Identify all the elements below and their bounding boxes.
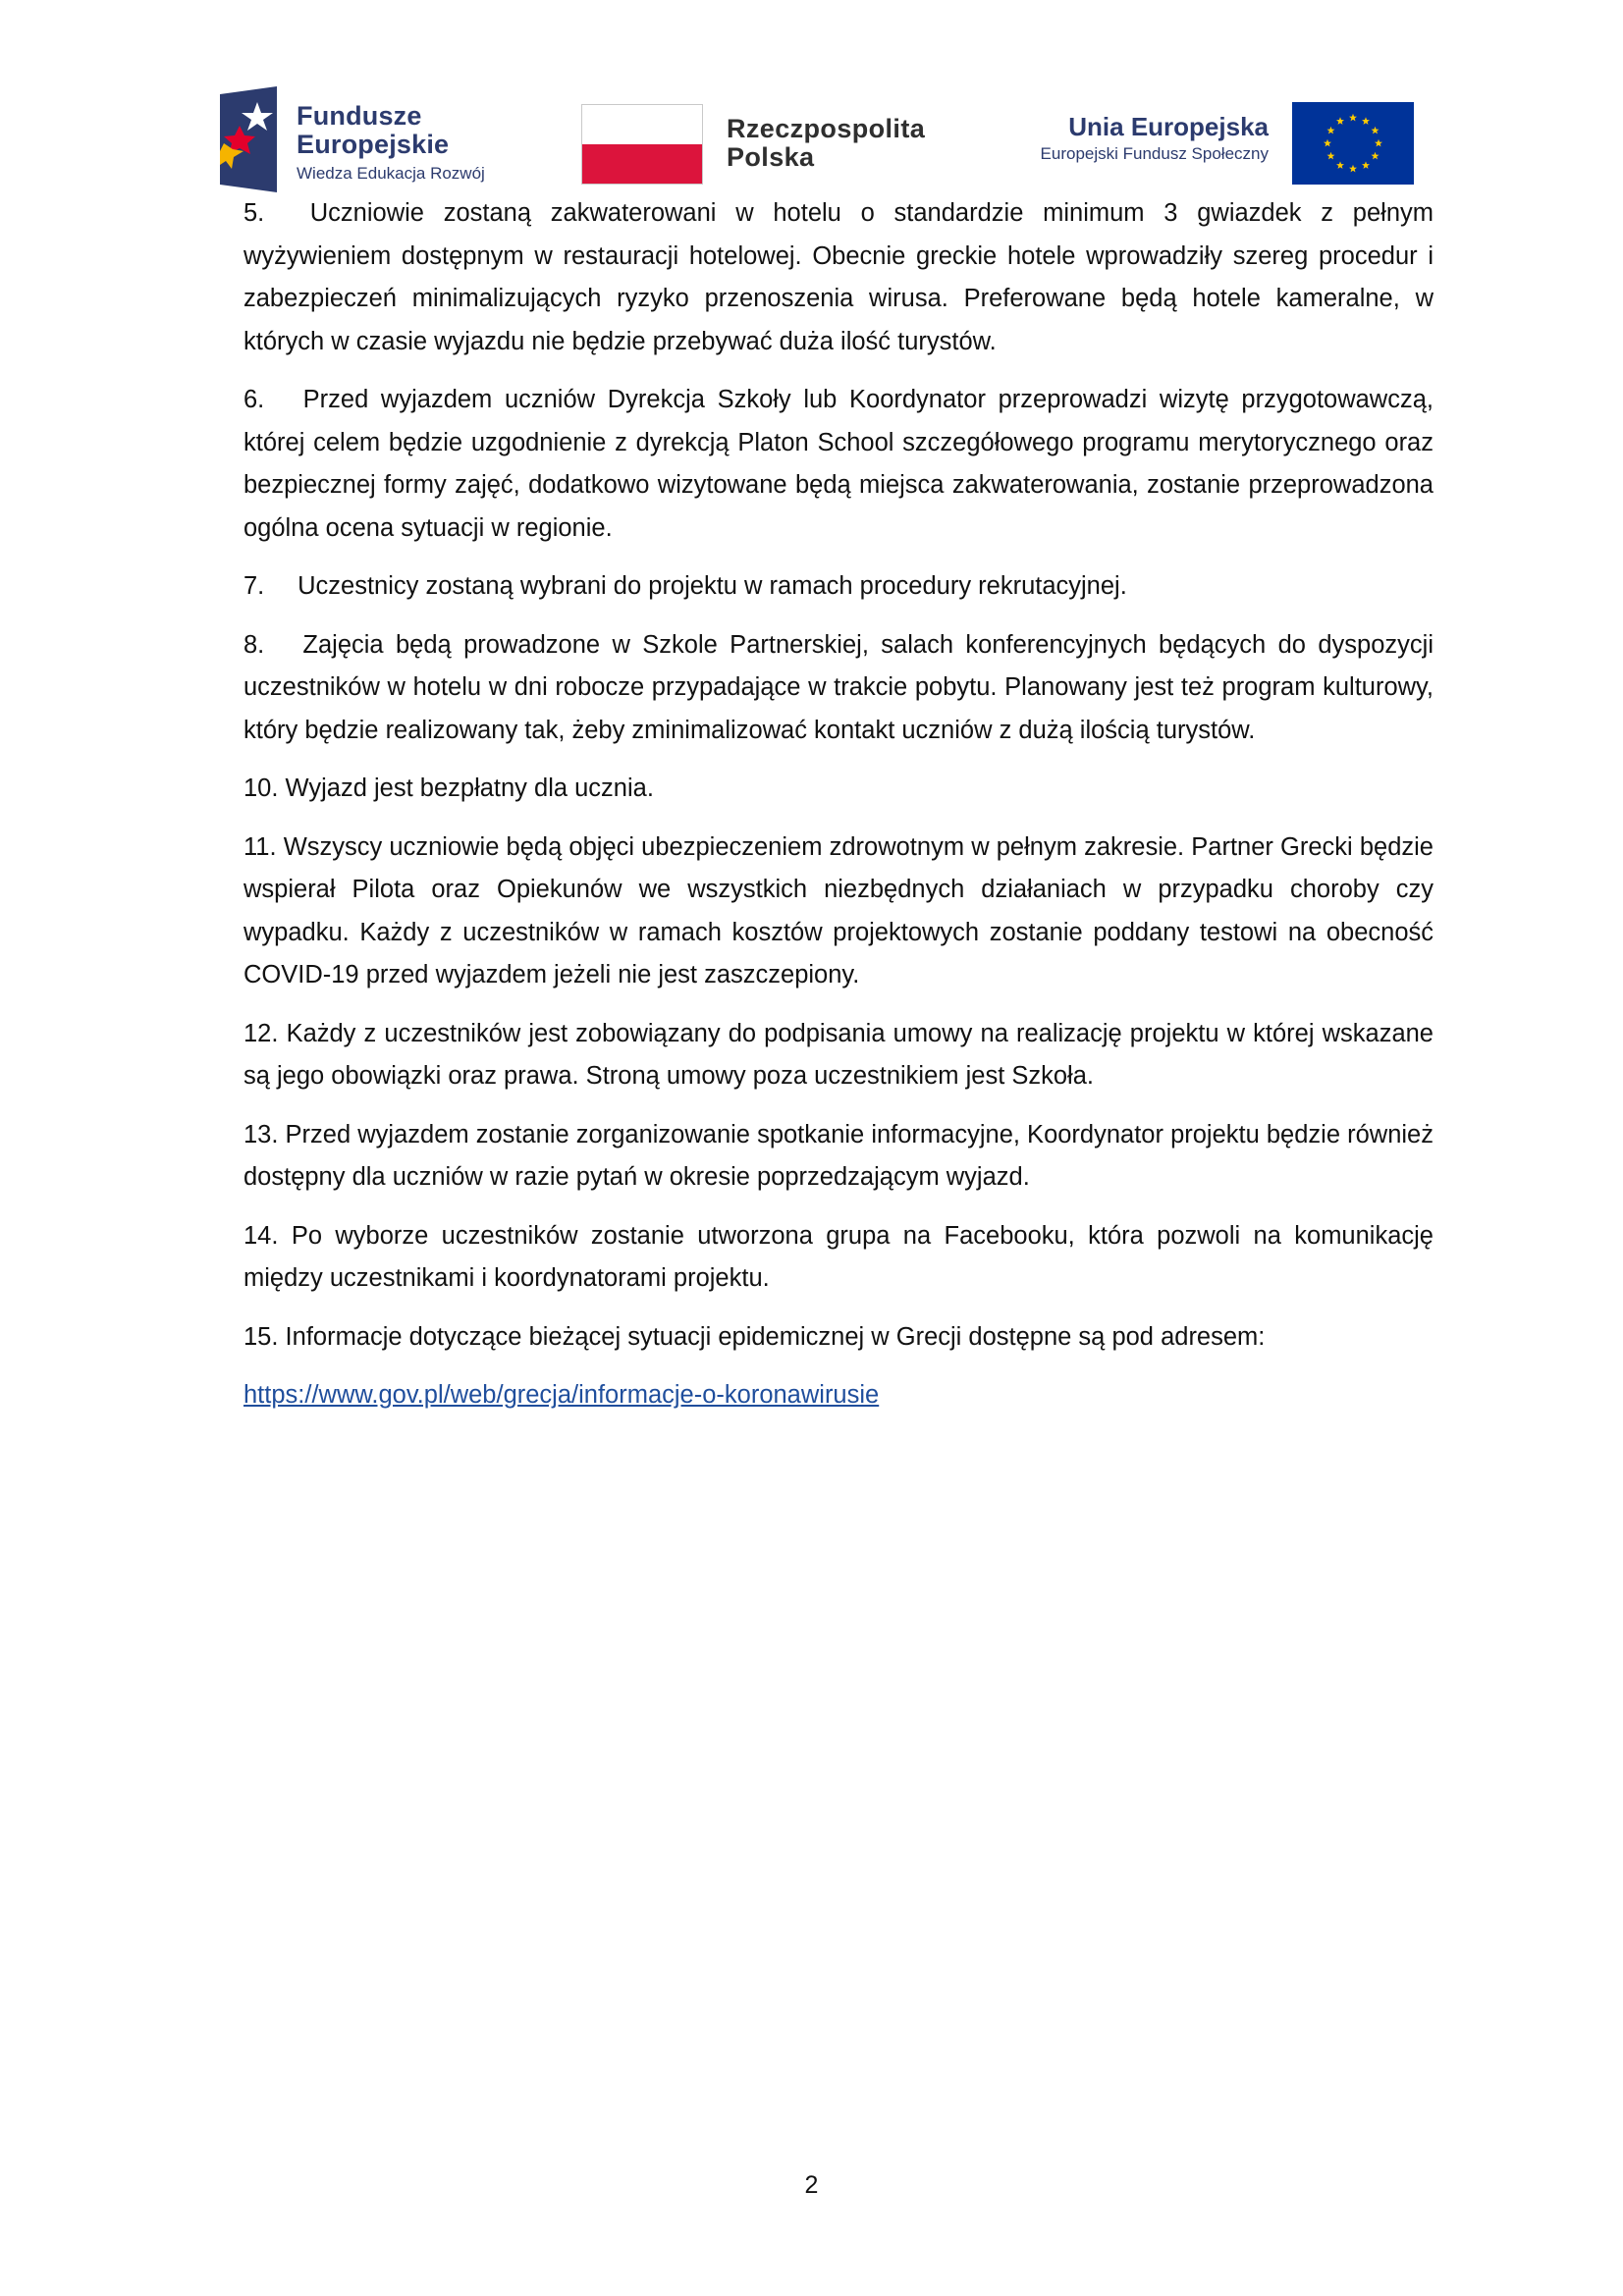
rp-logo-line2: Polska	[727, 142, 815, 172]
paragraph-12	[243, 1013, 1434, 1098]
paragraph-text: Uczestnicy zostaną wybrani do projektu w ramach procedury rekrutacyjnej.	[298, 572, 1127, 600]
document-body	[243, 192, 1434, 1417]
paragraph-number: 14.	[243, 1221, 279, 1250]
ue-logo-line2: Europejski Fundusz Społeczny	[1040, 144, 1269, 163]
polish-flag-icon	[581, 104, 703, 185]
paragraph-number: 13.	[243, 1120, 279, 1148]
paragraph-text: Wszyscy uczniowie będą objęci ubezpieczeniem zdrowotnym w pełnym zakresie. Partner Grecki będzie wspierał Pilota oraz Opiekunów we wszystkich niezbędnych działaniach w przypadku choroby czy wypadku. Każdy z uczestników w ramach kosztów projektowych zostanie poddany testowi na obecność COVID-19 przed wyjazdem jeżeli nie jest zaszczepiony.	[243, 832, 1434, 988]
paragraph-10	[243, 768, 1434, 811]
paragraph-7	[243, 565, 1434, 609]
rzeczpospolita-polska-logo	[581, 104, 954, 187]
fundusze-europejskie-logo	[218, 86, 513, 192]
paragraph-5	[243, 192, 1434, 363]
paragraph-number: 15.	[243, 1322, 279, 1351]
page-number: 2	[804, 2171, 819, 2199]
paragraph-number: 5.	[243, 199, 265, 227]
paragraph-text: Przed wyjazdem zostanie zorganizowanie spotkanie informacyjne, Koordynator projektu będzie również dostępny dla uczniów w razie pytań w okresie poprzedzającym wyjazd.	[243, 1120, 1434, 1191]
fe-logo-line1: Fundusze	[297, 101, 422, 131]
paragraph-number: 10.	[243, 774, 279, 802]
paragraph-number: 12.	[243, 1019, 279, 1047]
eu-flag-icon	[1292, 102, 1414, 185]
paragraph-text: Uczniowie zostaną zakwaterowani w hotelu o standardzie minimum 3 gwiazdek z pełnym wyżywieniem dostępnym w restauracji hotelowej. Obecnie greckie hotele wprowadziły szereg procedur i zabezpieczeń minimalizujących ryzyko przenoszenia wirusa. Preferowane będą hotele kameralne, w których w czasie wyjazdu nie będzie przebywać duża ilość turystów.	[243, 199, 1434, 355]
unia-europejska-logo	[1001, 102, 1414, 185]
paragraph-text: Zajęcia będą prowadzone w Szkole Partnerskiej, salach konferencyjnych będących do dyspozycji uczestników w hotelu w dni robocze przypadające w trakcie pobytu. Planowany jest też program kulturowy, który będzie realizowany tak, żeby zminimalizować kontakt uczniów z dużą ilością turystów.	[243, 630, 1434, 744]
paragraph-text: Każdy z uczestników jest zobowiązany do podpisania umowy na realizację projektu w której wskazane są jego obowiązki oraz prawa. Stroną umowy poza uczestnikiem jest Szkoła.	[243, 1019, 1434, 1090]
rp-logo-line1: Rzeczpospolita	[727, 114, 926, 143]
paragraph-15	[243, 1316, 1434, 1360]
paragraph-number: 8.	[243, 630, 265, 659]
koronawirus-info-link[interactable]: https://www.gov.pl/web/grecja/informacje-o-koronawirusie	[243, 1381, 880, 1409]
page-header	[0, 0, 1623, 196]
paragraph-text: Informacje dotyczące bieżącej sytuacji epidemicznej w Grecji dostępne są pod adresem:	[285, 1322, 1266, 1351]
paragraph-14	[243, 1215, 1434, 1301]
paragraph-text: Wyjazd jest bezpłatny dla ucznia.	[285, 774, 654, 802]
paragraph-text: Przed wyjazdem uczniów Dyrekcja Szkoły lub Koordynator przeprowadzi wizytę przygotowawczą, której celem będzie uzgodnienie z dyrekcją Platon School szczegółowego programu merytorycznego oraz bezpiecznej formy zajęć, dodatkowo wizytowane będą miejsca zakwaterowania, zostanie przeprowadzona ogólna ocena sytuacji w regionie.	[243, 386, 1434, 542]
paragraph-number: 7.	[243, 572, 265, 600]
paragraph-8	[243, 624, 1434, 753]
paragraph-6	[243, 379, 1434, 550]
paragraph-13	[243, 1114, 1434, 1200]
fe-logo-line3: Wiedza Edukacja Rozwój	[297, 164, 485, 183]
paragraph-11	[243, 827, 1434, 997]
fe-logo-line2: Europejskie	[297, 130, 450, 159]
fe-star-icon	[218, 86, 279, 192]
paragraph-text: Po wyborze uczestników zostanie utworzona grupa na Facebooku, która pozwoli na komunikację między uczestnikami i koordynatorami projektu.	[243, 1221, 1434, 1292]
paragraph-number: 6.	[243, 386, 265, 413]
ue-logo-line1: Unia Europejska	[1068, 112, 1269, 141]
paragraph-number: 11.	[243, 832, 277, 861]
